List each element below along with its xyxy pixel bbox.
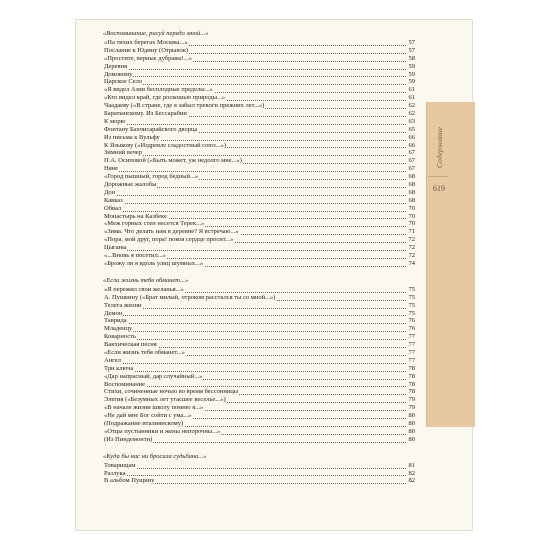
- entry-page-number: 57: [408, 39, 415, 46]
- toc-entry[interactable]: [103, 310, 416, 318]
- entry-title: «Меж горных стен несется Терек...»: [104, 220, 205, 228]
- entry-title: В альбом Пущину: [104, 477, 155, 485]
- toc-entry[interactable]: [103, 142, 416, 150]
- entry-page-number: 66: [408, 141, 415, 149]
- entry-title: «Простите, верные дубравы!...»: [104, 54, 192, 62]
- entry-page-number: 76: [408, 325, 415, 333]
- toc-entry[interactable]: [103, 63, 416, 71]
- toc-entry[interactable]: [103, 157, 416, 165]
- toc-entry[interactable]: [103, 349, 416, 357]
- entry-title: Послание к Юдину (Отрывок): [104, 46, 189, 54]
- section-heading: «Воспоминание, рисуй передо мной...»: [103, 30, 209, 37]
- entry-page-number: 65: [408, 125, 415, 133]
- toc-entry[interactable]: [103, 333, 416, 341]
- dot-leader: [103, 363, 406, 364]
- toc-entry[interactable]: [103, 39, 416, 47]
- toc-entry[interactable]: [103, 252, 416, 260]
- entry-title: «Город пышный, город бедный...»: [104, 173, 199, 181]
- entry-page-number: 68: [408, 173, 415, 181]
- entry-title: «Пора, мой друг, пора! покоя сердце просит...»: [104, 236, 234, 244]
- dot-leader: [103, 315, 406, 316]
- toc-entry[interactable]: [103, 436, 416, 444]
- entry-page-number: 77: [408, 356, 415, 364]
- dot-leader: [103, 475, 406, 476]
- entry-page-number: 75: [408, 301, 415, 309]
- entry-page-number: 77: [408, 348, 415, 356]
- toc-entry[interactable]: [103, 428, 416, 436]
- entry-page-number: 81: [408, 461, 415, 469]
- entry-page-number: 77: [408, 341, 415, 349]
- entry-page-number: 61: [408, 86, 415, 94]
- toc-entry[interactable]: [103, 404, 416, 412]
- entry-page-number: 67: [408, 165, 415, 173]
- entry-title: Домовому: [104, 70, 133, 78]
- toc-entry[interactable]: [103, 412, 416, 420]
- entry-page-number: 72: [408, 252, 415, 260]
- side-tab: [426, 102, 475, 427]
- dot-leader: [103, 371, 406, 372]
- entry-page-number: 75: [408, 309, 415, 317]
- entry-title: Вакхическая песня: [104, 341, 157, 349]
- toc-entry[interactable]: [103, 197, 416, 205]
- toc-entry[interactable]: [103, 381, 416, 389]
- entry-title: Царское Село: [104, 78, 143, 86]
- dot-leader: [103, 69, 406, 70]
- toc-entry[interactable]: [103, 244, 416, 252]
- dot-leader: [103, 323, 406, 324]
- toc-entry[interactable]: [103, 420, 416, 428]
- entry-page-number: 57: [408, 46, 415, 54]
- entry-title: «Отцы пустынники и жены непорочны...»: [104, 427, 221, 435]
- toc-entry[interactable]: [103, 78, 416, 86]
- entry-title: Монастырь на Казбеке: [104, 212, 167, 220]
- toc-entry[interactable]: [103, 317, 416, 325]
- entry-page-number: 62: [408, 102, 415, 110]
- toc-entry[interactable]: [103, 86, 416, 94]
- entry-title: Баратынскому. Из Бессарабии: [104, 110, 187, 118]
- entry-title: Таврида: [104, 317, 127, 325]
- entry-title: «...Вновь я посетил...»: [104, 252, 166, 260]
- dot-leader: [103, 203, 406, 204]
- entry-title: Младенцу: [104, 325, 133, 333]
- entry-page-number: 67: [408, 149, 415, 157]
- entry-title: «Дар напрасный, дар случайный...»: [104, 372, 203, 380]
- entry-title: Телега жизни: [104, 301, 142, 309]
- entry-page-number: 63: [408, 117, 415, 125]
- dot-leader: [103, 124, 406, 125]
- entry-page-number: 78: [408, 380, 415, 388]
- toc-entry[interactable]: [103, 118, 416, 126]
- section-heading: «Куда бы нас ни бросила судьбина...»: [103, 452, 207, 460]
- dot-leader: [103, 195, 406, 196]
- entry-page-number: 70: [408, 204, 415, 212]
- entry-title: Цыганы: [104, 244, 127, 252]
- entry-title: Стихи, сочиненные ночью во время бессонницы: [104, 388, 239, 396]
- entry-title: «В начале жизни школу помню я...»: [104, 404, 204, 412]
- entry-page-number: 78: [408, 388, 415, 396]
- page-number-rule: [428, 176, 448, 177]
- entry-page-number: 80: [408, 435, 415, 443]
- entry-page-number: 82: [408, 469, 415, 477]
- entry-title: «Не дай мне Бог сойти с ума...»: [104, 412, 192, 420]
- entry-title: К Языкову («Издревле сладостный союз...»): [104, 141, 227, 149]
- entry-page-number: 59: [408, 78, 415, 86]
- dot-leader: [103, 84, 406, 85]
- toc-entry[interactable]: [103, 462, 416, 470]
- entry-page-number: 72: [408, 244, 415, 252]
- toc-entry[interactable]: [103, 302, 416, 310]
- toc-entry[interactable]: [103, 294, 416, 302]
- entry-page-number: 79: [408, 404, 415, 412]
- dot-leader: [103, 76, 406, 77]
- entry-page-number: 70: [408, 220, 415, 228]
- entry-title: Товарищам: [104, 461, 136, 469]
- entry-title: Фонтану Бахчисарайского дворца: [104, 125, 198, 133]
- entry-title: «Зима. Что делать нам в деревне? Я встречаю...»: [104, 228, 239, 236]
- toc-entry[interactable]: [103, 365, 416, 373]
- dot-leader: [103, 171, 406, 172]
- toc-entry[interactable]: [103, 149, 416, 157]
- dot-leader: [103, 155, 406, 156]
- toc-section: [103, 30, 416, 268]
- dot-leader: [103, 308, 406, 309]
- entry-page-number: 82: [408, 477, 415, 485]
- entry-page-number: 80: [408, 419, 415, 427]
- entry-page-number: 80: [408, 427, 415, 435]
- entry-title: (Подражание италиянскому): [104, 419, 184, 427]
- entry-page-number: 67: [408, 157, 415, 165]
- toc-entry[interactable]: [103, 470, 416, 478]
- entry-page-number: 77: [408, 333, 415, 341]
- entry-title: Обвал: [104, 204, 122, 212]
- entry-title: «Брожу ли я вдоль улиц шумных...»: [104, 259, 204, 267]
- entry-title: Из письма к Вульфу: [104, 133, 160, 141]
- side-tab-label: Содержание: [435, 127, 444, 168]
- toc-entry[interactable]: [103, 260, 416, 268]
- entry-page-number: 62: [408, 110, 415, 118]
- toc-entry[interactable]: [103, 236, 416, 244]
- toc-entry[interactable]: [103, 205, 416, 213]
- toc-entry[interactable]: [103, 47, 416, 55]
- entry-title: Воспоминание: [104, 380, 146, 388]
- entry-page-number: 72: [408, 236, 415, 244]
- toc-entry[interactable]: [103, 71, 416, 79]
- entry-title: Няне: [104, 165, 119, 173]
- toc-section: [103, 453, 416, 486]
- toc-entry[interactable]: [103, 94, 416, 102]
- dot-leader: [103, 339, 406, 340]
- dot-leader: [103, 211, 406, 212]
- entry-title: (Из Пиндемонти): [104, 435, 153, 443]
- entry-title: «Если жизнь тебя обманет...»: [104, 348, 185, 356]
- toc-entry[interactable]: [103, 181, 416, 189]
- entry-title: П.А. Осиповой («Быть может, уж недолго мне...»): [104, 157, 242, 165]
- entry-page-number: 61: [408, 94, 415, 102]
- entry-title: Коварность: [104, 333, 136, 341]
- toc-entry[interactable]: [103, 165, 416, 173]
- entry-page-number: 68: [408, 188, 415, 196]
- toc-entry[interactable]: [103, 477, 416, 485]
- entry-page-number: 78: [408, 364, 415, 372]
- toc-entry[interactable]: [103, 189, 416, 197]
- page-number: 619: [433, 184, 445, 193]
- entry-page-number: 79: [408, 396, 415, 404]
- section-heading: «Если жизнь тебя обманет...»: [103, 276, 189, 284]
- toc-entry[interactable]: [103, 373, 416, 381]
- entry-page-number: 66: [408, 133, 415, 141]
- toc-entry[interactable]: [103, 388, 416, 396]
- entry-title: Ангел: [104, 356, 121, 364]
- toc-entry[interactable]: [103, 134, 416, 142]
- entry-page-number: 75: [408, 285, 415, 293]
- dot-leader: [103, 250, 406, 251]
- entry-title: Разлука: [104, 469, 126, 477]
- toc-entry[interactable]: [103, 220, 416, 228]
- toc-entry[interactable]: [103, 286, 416, 294]
- dot-leader: [103, 468, 406, 469]
- entry-title: А. Пушкину («Брат милый, отроком расстался ты со мной...»): [104, 293, 276, 301]
- toc-entry[interactable]: [103, 102, 416, 110]
- entry-title: «На тихих берегах Москвы...»: [104, 39, 188, 46]
- entry-page-number: 78: [408, 372, 415, 380]
- table-of-contents: [103, 30, 416, 485]
- entry-page-number: 71: [408, 228, 415, 236]
- entry-title: «Кто видел край, где роскошью природы...»: [104, 94, 226, 102]
- entry-title: Дорожные жалобы: [104, 181, 157, 189]
- entry-title: Кавказ: [104, 196, 123, 204]
- toc-entry[interactable]: [103, 325, 416, 333]
- dot-leader: [103, 331, 406, 332]
- toc-entry[interactable]: [103, 396, 416, 404]
- toc-entry[interactable]: [103, 110, 416, 118]
- entry-page-number: 59: [408, 70, 415, 78]
- entry-page-number: 75: [408, 293, 415, 301]
- toc-entry[interactable]: [103, 357, 416, 365]
- entry-title: К морю: [104, 117, 126, 125]
- dot-leader: [103, 386, 406, 387]
- toc-entry[interactable]: [103, 55, 416, 63]
- entry-page-number: 68: [408, 181, 415, 189]
- entry-page-number: 59: [408, 62, 415, 70]
- entry-page-number: 58: [408, 54, 415, 62]
- toc-entry[interactable]: [103, 126, 416, 134]
- toc-entry[interactable]: [103, 213, 416, 221]
- entry-title: «Я видел Азии бесплодные пределы...»: [104, 86, 213, 94]
- entry-page-number: 68: [408, 196, 415, 204]
- entry-title: «Я пережил свои желанья...»: [104, 285, 184, 293]
- entry-title: Элегия («Безумных лет угасшее веселье...»): [104, 396, 226, 404]
- toc-entry[interactable]: [103, 228, 416, 236]
- entry-title: Зимний вечер: [104, 149, 143, 157]
- entry-title: Демон: [104, 309, 123, 317]
- entry-page-number: 76: [408, 317, 415, 325]
- toc-section: [103, 277, 416, 444]
- entry-page-number: 74: [408, 259, 415, 267]
- entry-title: Три ключа: [104, 364, 134, 372]
- toc-entry[interactable]: [103, 341, 416, 349]
- entry-title: Дон: [104, 188, 116, 196]
- entry-title: Чаадаеву («В стране, где я забыл тревоги прежних лет...»): [104, 102, 265, 110]
- entry-page-number: 80: [408, 412, 415, 420]
- toc-entry[interactable]: [103, 173, 416, 181]
- entry-title: Деревня: [104, 62, 128, 70]
- entry-page-number: 70: [408, 212, 415, 220]
